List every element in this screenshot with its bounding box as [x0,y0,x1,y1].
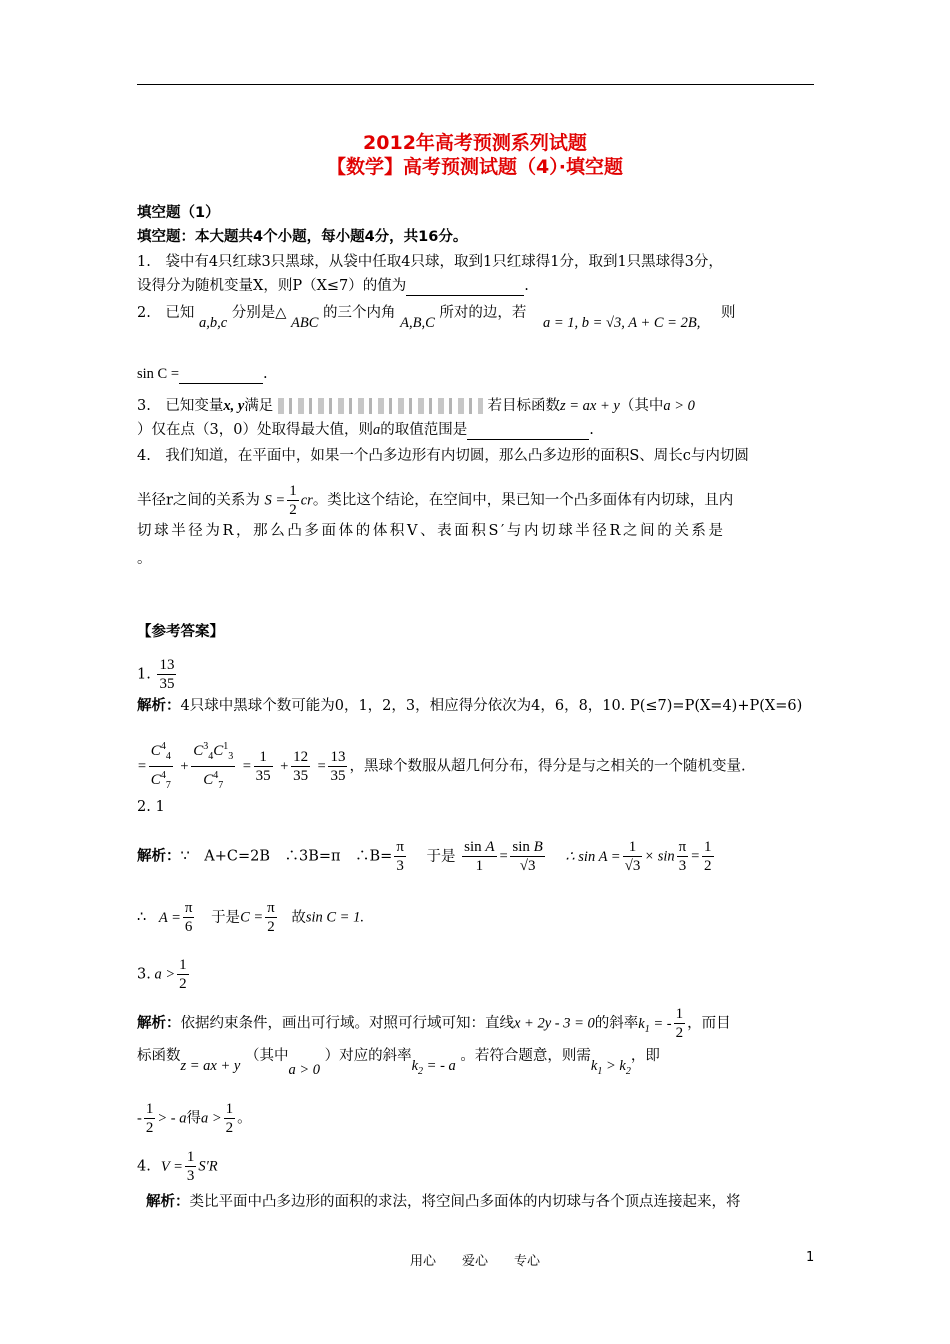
question-2-line-2: sin C = . [137,366,268,382]
answer-4-explanation [146,1192,741,1212]
question-4-line-4: 。 [137,551,152,567]
ie-text: ，即 [630,1048,660,1064]
section-heading: 填空题（1） [137,205,220,221]
q3-text-b: 满足 [244,398,274,414]
answer-1-formula: = $\frac{C^4_4}{C^4_7}$ + $\frac{C^3_4C^1_3}{C^4_7}$ = $\frac{1}{35}$ + $\frac{12}{35}$ = $\frac{13}{35}$ ，黑球个数服从超几何分布，得分是与之相关的一个随机变量. [137,738,746,795]
q2-triangle: ABC [291,315,319,331]
q1-text-a: 设得分为随机变量X，则 [137,278,293,294]
doc-subtitle: 【数学】高考预测试题（4）·填空题 [327,156,623,178]
page-number: 1 [806,1250,815,1265]
answer-blank-1[interactable] [406,295,524,296]
line-equation: x + 2y - 3 = 0 [514,1015,595,1032]
q2-text-b: 分别是△ [231,305,287,321]
then-2: 于是 [211,909,241,926]
objective-text: 标函数 [137,1048,181,1064]
answer-3-conclusion: - $\frac{1}{2}$ > - a得a > $\frac{1}{2}$ 。 [137,1101,252,1136]
answer-1-explanation [137,696,802,716]
q2-text-c: 的三个内角 [323,305,396,321]
q4-text-b: 。类比这个结论，在空间中，果已知一个凸多面体有内切球，且内 [312,492,734,509]
answer-3: 3. a > $\frac{1}{2}$ [137,957,187,992]
doc-title: 2012年高考预测系列试题 [363,132,587,154]
explanation-1-tail: ，黑球个数服从超几何分布，得分是与之相关的一个随机变量. [349,758,746,775]
top-rule [137,84,814,85]
explanation-2-then: 于是 [426,848,456,865]
answer-1-denominator: 35 [159,676,175,692]
explanation-label-3: 解析： [137,1015,181,1032]
question-4-line-3: 切球半径为R，那么凸多面体的体积V、表面积S′与内切球半径R之间的关系是 [137,523,726,539]
explanation-2-text: ∵ A+C=2B ∴3B=π ∴B= [180,848,393,865]
q2-sin: sin C = [137,366,180,382]
explanation-label-1: 解析： [137,698,181,714]
q3-text-c: 若目标函数 [487,398,560,414]
answer-4-label: 4. [137,1158,151,1175]
q2-angles: A,B,C [400,315,435,331]
answer-3-explanation-2: 标函数z = ax + y （其中a > 0 ）对应的斜率$k_2$ = - a 。若符合题意，则需$k_1 > k_2$，即 [137,1048,660,1078]
q3-text-e: ）仅在点（3，0）处取得最大值，则 [137,422,373,438]
q2-text-d: 所对的边，若 [439,305,527,321]
explanation-4-text: 类比平面中凸多边形的面积的求法，将空间凸多面体的内切球与各个顶点连接起来，将 [189,1194,741,1210]
question-3-line-2: ）仅在点（3，0）处取得最大值，则a的取值范围是 . [137,422,594,438]
slope-text: 的斜率 [594,1015,639,1032]
q3-text-a: 3. 已知变量 [137,398,224,414]
q2-vars: a,b,c [198,315,228,331]
where-text: （其中 [244,1048,289,1064]
explanation-label-4: 解析： [146,1194,190,1210]
answer-blank-3[interactable] [467,439,589,440]
question-1-line-2: 设得分为随机变量X，则P（X≤7）的值为 . [137,278,529,294]
explanation-label-2: 解析： [137,848,181,865]
explanation-1-text: 4只球中黑球个数可能为0，1，2，3，相应得分依次为4，6，8，10. P(≤7)=P(X=4)+P(X=6) [180,698,803,714]
answer-2-explanation: 解析：∵ A+C=2B ∴3B=π ∴B= $\frac{\pi}{3}$ 于是 $\frac{\text{sin A}}{1}$ = $\frac{\text{sin B}}{√3}$ ∴ sin A = $\frac{1}{√3}$ × sin $\frac{\pi}{3}$ = $\frac{1}{2}$ [137,839,712,874]
answer-4: 4. V = $\frac{1}{3}$ S′R [137,1149,218,1184]
answers-heading: 【参考答案】 [137,624,224,640]
slope-text-2: ）对应的斜率 [324,1048,412,1064]
question-4-line-2: 半径r之间的关系为 S = $\frac{1}{2}$ cr。类比这个结论，在空间中，果已知一个凸多面体有内切球，且内 [137,483,734,518]
answer-3-explanation: 解析：依据约束条件，画出可行域。对照可行域可知：直线x + 2y - 3 = 0的斜率$k_1$ = - $\frac{1}{2}$ ，而目 [137,1006,731,1041]
page-footer: 用心 爱心 专心 [409,1254,540,1269]
explanation-3-text: 依据约束条件，画出可行域。对照可行域可知：直线 [180,1015,514,1032]
explanation-3-after: ，而目 [687,1015,731,1032]
q4-text-a: 半径r之间的关系为 [137,492,260,509]
constraint-system-image [278,398,483,414]
answer-blank-2[interactable] [179,383,263,384]
question-2-line-1 [137,303,736,331]
answer-2-conclusion: ∴ A = $\frac{\pi}{6}$ 于是C = $\frac{\pi}{2}$ 故sin C = 1. [137,900,364,935]
q2-text-a: 2. 已知 [137,305,195,321]
q3-text-d: （其中 [619,398,664,414]
q2-text-e: 则 [720,305,736,321]
answer-1 [137,656,178,693]
period: 。 [237,1110,252,1127]
sin-c-result: sin C = 1. [305,909,364,926]
answer-3-label: 3. [137,966,151,983]
q3-objective: z = ax + y [560,398,620,414]
get-text: 得 [186,1110,201,1127]
question-3-line-1 [137,396,695,416]
q3-text-f: 的取值范围是 [380,422,468,438]
instructions: 填空题：本大题共4个小题，每小题4分，共16分。 [137,229,468,245]
condition-text: 。若符合题意，则需 [460,1048,591,1064]
q3-a-positive: a > 0 [663,398,695,414]
hence: 故 [291,909,306,926]
answer-2: 2. 1 [137,799,165,815]
q2-condition: a = 1, b = √3, A + C = 2B, [542,315,701,331]
question-4-line-1: 4. 我们知道，在平面中，如果一个凸多边形有内切圆，那么凸多边形的面积S、周长c与内切圆 [137,448,749,464]
q3-xy: x, y [223,398,245,414]
question-1-line-1: 1. 袋中有4只红球3只黑球，从袋中任取4只球，取到1只红球得1分，取到1只黑球得3分， [137,254,723,270]
answer-1-label: 1. [137,666,151,683]
answer-1-numerator: 13 [159,657,175,673]
q1-text-b: P（X≤7）的值为 [292,278,407,294]
therefore-1: ∴ [137,909,147,926]
